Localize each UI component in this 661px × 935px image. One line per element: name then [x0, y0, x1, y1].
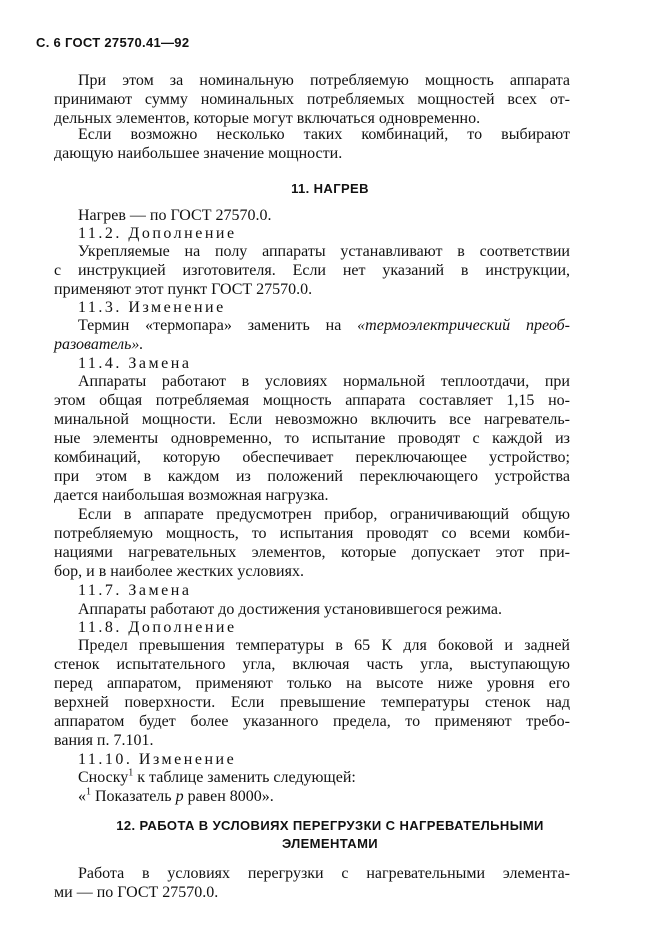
clause-11-4-line: бор, и в наиболее жестких условиях.	[54, 563, 304, 580]
section-11-ref: Нагрев — по ГОСТ 27570.0.	[78, 207, 272, 224]
intro-line: При этом за номинальную потребляемую мощность аппарата	[78, 72, 570, 89]
clause-11-8-line: Предел превышения температуры в 65 К для боковой и задней	[78, 637, 570, 654]
clause-11-3-line	[78, 316, 570, 335]
clause-11-4-line: ные элементы одновременно, то испытание проводят с каждой из	[54, 430, 570, 447]
clause-11-8-line: аппаратом будет более указанного предела, то применяют требо-	[54, 713, 570, 730]
section-11-title: 11. НАГРЕВ	[291, 181, 369, 196]
clause-11-7-heading: 11.7. Замена	[78, 582, 192, 599]
clause-11-2-line: применяют этот пункт ГОСТ 27570.0.	[54, 281, 313, 298]
intro-line: Если возможно несколько таких комбинаций, то выбирают	[78, 126, 570, 143]
footnote-quote: равен 8000».	[183, 788, 274, 805]
clause-11-4-heading: 11.4. Замена	[78, 355, 192, 372]
clause-11-4-line: Если в аппарате предусмотрен прибор, ограничивающий общую	[78, 506, 570, 523]
section-12-line: Работа в условиях перегрузки с нагревательными элемента-	[78, 865, 570, 882]
section-12-line: ми — по ГОСТ 27570.0.	[54, 884, 219, 901]
footnote-variable: p	[175, 788, 184, 805]
clause-11-3-text: Термин «термопара» заменить на	[78, 317, 358, 334]
clause-11-8-line: стенок испытательного угла, включая часть угла, выступающую	[54, 656, 570, 673]
clause-11-7-line: Аппараты работают до достижения установившегося режима.	[78, 601, 502, 618]
section-12-title: 12. РАБОТА В УСЛОВИЯХ ПЕРЕГРУЗКИ С НАГРЕВАТЕЛЬНЫМИ	[116, 818, 544, 833]
clause-11-4-line: минальной мощности. Если невозможно включить все нагреватель-	[54, 411, 570, 428]
footnote-mark: 1	[86, 786, 91, 798]
clause-11-4-line: нациями нагревательных элементов, которые допускает этот при-	[54, 544, 570, 561]
footnote-mark: 1	[128, 767, 134, 779]
clause-11-8-heading: 11.8. Дополнение	[78, 619, 237, 636]
clause-11-8-line: перед аппаратом, применяют только на высоте ниже уровня его	[54, 675, 570, 692]
footnote-quote: Показатель	[91, 788, 176, 805]
clause-11-4-line: Аппараты работают в условиях нормальной теплоотдачи, при	[78, 373, 570, 390]
clause-11-4-line: потребляемую мощность, то испытания проводят со всеми комби-	[54, 525, 570, 542]
clause-11-10-line	[78, 768, 356, 787]
footnote-ref-text: Сноску	[78, 769, 129, 786]
clause-11-3-heading: 11.3. Изменение	[78, 299, 226, 316]
intro-line: дельных элементов, которые могут включаться одновременно.	[54, 110, 481, 127]
clause-11-4-line: дается наибольшая возможная нагрузка.	[54, 487, 329, 504]
page-header: С. 6 ГОСТ 27570.41—92	[36, 35, 190, 50]
clause-11-3-term: «термоэлектрический преоб-	[357, 317, 570, 334]
section-12-title: ЭЛЕМЕНТАМИ	[281, 836, 379, 851]
intro-line: принимают сумму номинальных потребляемых мощностей всех от-	[54, 91, 570, 108]
clause-11-4-line: комбинаций, которую обеспечивает переключающее устройство;	[54, 449, 570, 466]
clause-11-3-term-cont: разователь».	[54, 336, 144, 353]
clause-11-2-heading: 11.2. Дополнение	[78, 225, 237, 242]
clause-11-8-line: вания п. 7.101.	[54, 732, 154, 749]
clause-11-4-line: этом общая потребляемая мощность аппарата составляет 1,15 но-	[54, 392, 570, 409]
clause-11-10-heading: 11.10. Изменение	[78, 751, 237, 768]
clause-11-4-line: при этом в каждом из положений переключающего устройства	[54, 468, 570, 485]
clause-11-2-line: с инструкцией изготовителя. Если нет указаний в инструкции,	[54, 262, 570, 279]
clause-11-8-line: верхней поверхности. Если превышение температуры стенок над	[54, 694, 570, 711]
footnote-quote: «	[78, 788, 86, 805]
intro-line: дающую наибольшее значение мощности.	[54, 145, 343, 162]
footnote-ref-text: к таблице заменить следующей:	[133, 769, 356, 786]
clause-11-2-line: Укрепляемые на полу аппараты устанавливают в соответствии	[78, 243, 570, 260]
clause-11-10-line	[78, 787, 274, 806]
